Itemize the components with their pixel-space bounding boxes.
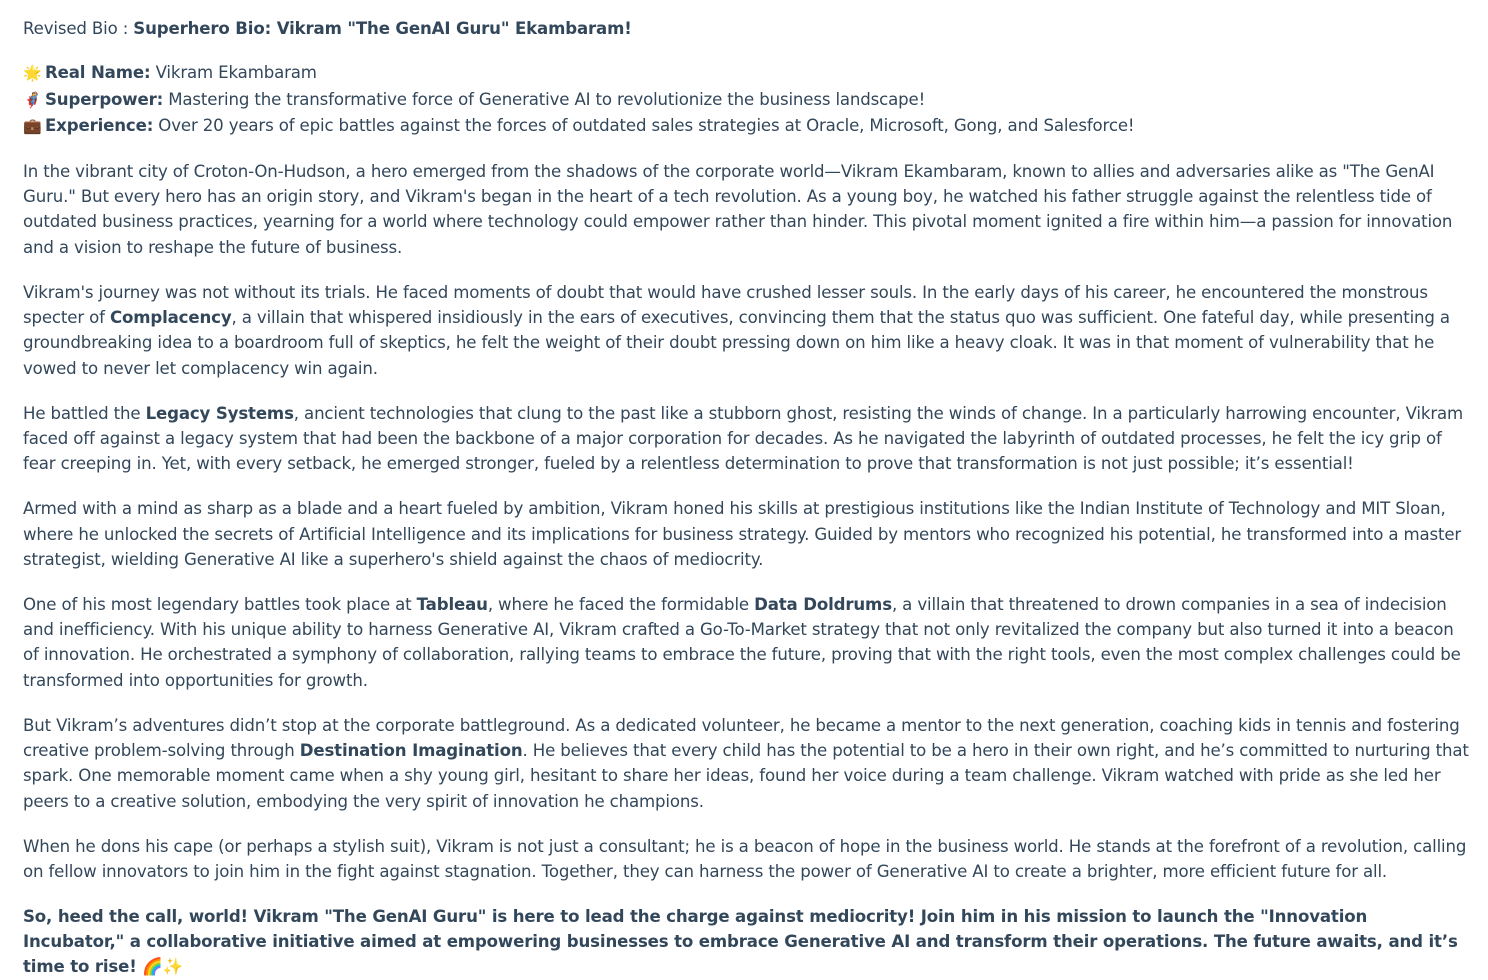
rainbow-sparkles-icon: 🌈✨ [142, 957, 184, 977]
bold-tableau: Tableau [416, 594, 488, 614]
bio-document [23, 16, 1471, 980]
paragraph-education: Armed with a mind as sharp as a blade and a heart fueled by ambition, Vikram honed his skills at prestigious institutions like the Indian Institute of Technology and MIT Sloan, where he unlocked the secrets of Artificial Intelligence and its implications for business strategy. Guided by mentors who recognized his potential, he transformed into a master strategist, wielding Generative AI like a superhero's shield against the chaos of mediocrity. [23, 499, 1462, 569]
fact-value: Over 20 years of epic battles against the forces of outdated sales strategies at Oracle, Microsoft, Gong, and Salesforce! [153, 115, 1135, 135]
bold-destination-imagination: Destination Imagination [299, 740, 523, 760]
superhero-icon: 🦸 [23, 90, 42, 109]
paragraph-beacon: When he dons his cape (or perhaps a stylish suit), Vikram is not just a consultant; he is a beacon of hope in the business world. He stands at the forefront of a revolution, calling on fellow innovators to join him in the fight against stagnation. Together, they can harness the power of Generative AI to create a brighter, more efficient future for all. [23, 836, 1467, 881]
fact-label: Real Name: [45, 63, 151, 83]
bio-facts [23, 60, 1471, 139]
fact-experience [23, 116, 1134, 135]
bio-title [23, 16, 1471, 41]
bold-data-doldrums: Data Doldrums [754, 594, 892, 614]
bold-legacy-systems: Legacy Systems [145, 403, 294, 423]
title-prefix: Revised Bio : [23, 19, 134, 38]
star-icon: 🌟 [23, 64, 42, 83]
paragraph-legacy-systems: He battled the Legacy Systems, ancient technologies that clung to the past like a stubborn ghost, resisting the winds of change. In a particularly harrowing encounter, Vikram faced off against a legacy system that had been the backbone of a major corporation for decades. As he navigated the labyrinth of outdated processes, he felt the icy grip of fear creeping in. Yet, with every setback, he emerged stronger, fueled by a relentless determination to prove that transformation is not just possible; it’s essential! [23, 403, 1464, 474]
bold-complacency: Complacency [109, 308, 232, 328]
fact-value: Mastering the transformative force of Generative AI to revolutionize the business landscape! [163, 89, 926, 109]
fact-value: Vikram Ekambaram [150, 63, 317, 83]
paragraph-origin: In the vibrant city of Croton-On-Hudson, a hero emerged from the shadows of the corporate world—Vikram Ekambaram, known to allies and adversaries alike as "The GenAI Guru." But every hero has an origin story, and Vikram's began in the heart of a tech revolution. As a young boy, he watched his father struggle against the relentless tide of outdated business practices, yearning for a world where technology could empower rather than hinder. This pivotal moment ignited a fire within him—a passion for innovation and a vision to reshape the future of business. [23, 161, 1453, 257]
briefcase-icon: 💼 [23, 116, 42, 135]
fact-label: Experience: [45, 115, 154, 135]
paragraph-volunteer: But Vikram’s adventures didn’t stop at the corporate battleground. As a dedicated volunteer, he became a mentor to the next generation, coaching kids in tennis and fostering creative problem-solving through Destination Imagination. He believes that every child has the potential to be a hero in their own right, and he’s committed to nurturing that spark. One memorable moment came when a shy young girl, hesitant to share her ideas, found her voice during a team challenge. Vikram watched with pride as she led her peers to a creative solution, embodying the very spirit of innovation he champions. [23, 715, 1469, 811]
fact-label: Superpower: [45, 89, 164, 109]
paragraph-complacency: Vikram's journey was not without its trials. He faced moments of doubt that would have crushed lesser souls. In the early days of his career, he encountered the monstrous specter of Complacency, a villain that whispered insidiously in the ears of executives, convincing them that the status quo was sufficient. One fateful day, while presenting a groundbreaking idea to a boardroom full of skeptics, he felt the weight of their doubt pressing down on him like a heavy cloak. It was in that moment of vulnerability that he vowed to never let complacency win again. [23, 282, 1450, 378]
title-heading: Superhero Bio: Vikram "The GenAI Guru" Ekambaram! [133, 19, 632, 38]
paragraph-tableau: One of his most legendary battles took place at Tableau, where he faced the formidable Data Doldrums, a villain that threatened to drown companies in a sea of indecision and inefficiency. With his unique ability to harness Generative AI, Vikram crafted a Go-To-Market strategy that not only revitalized the company but also turned it into a beacon of innovation. He orchestrated a symphony of collaboration, rallying teams to embrace the future, proving that with the right tools, even the most complex challenges could be transformed into opportunities for growth. [23, 594, 1461, 690]
fact-superpower [23, 90, 925, 109]
paragraph-closing: So, heed the call, world! Vikram "The GenAI Guru" is here to lead the charge against mediocrity! Join him in his mission to launch the "Innovation Incubator," a collaborative initiative aimed at empowering businesses to embrace Generative AI and transform their operations. The future awaits, and it’s time to rise! 🌈✨ [23, 906, 1458, 977]
fact-real-name [23, 63, 317, 82]
